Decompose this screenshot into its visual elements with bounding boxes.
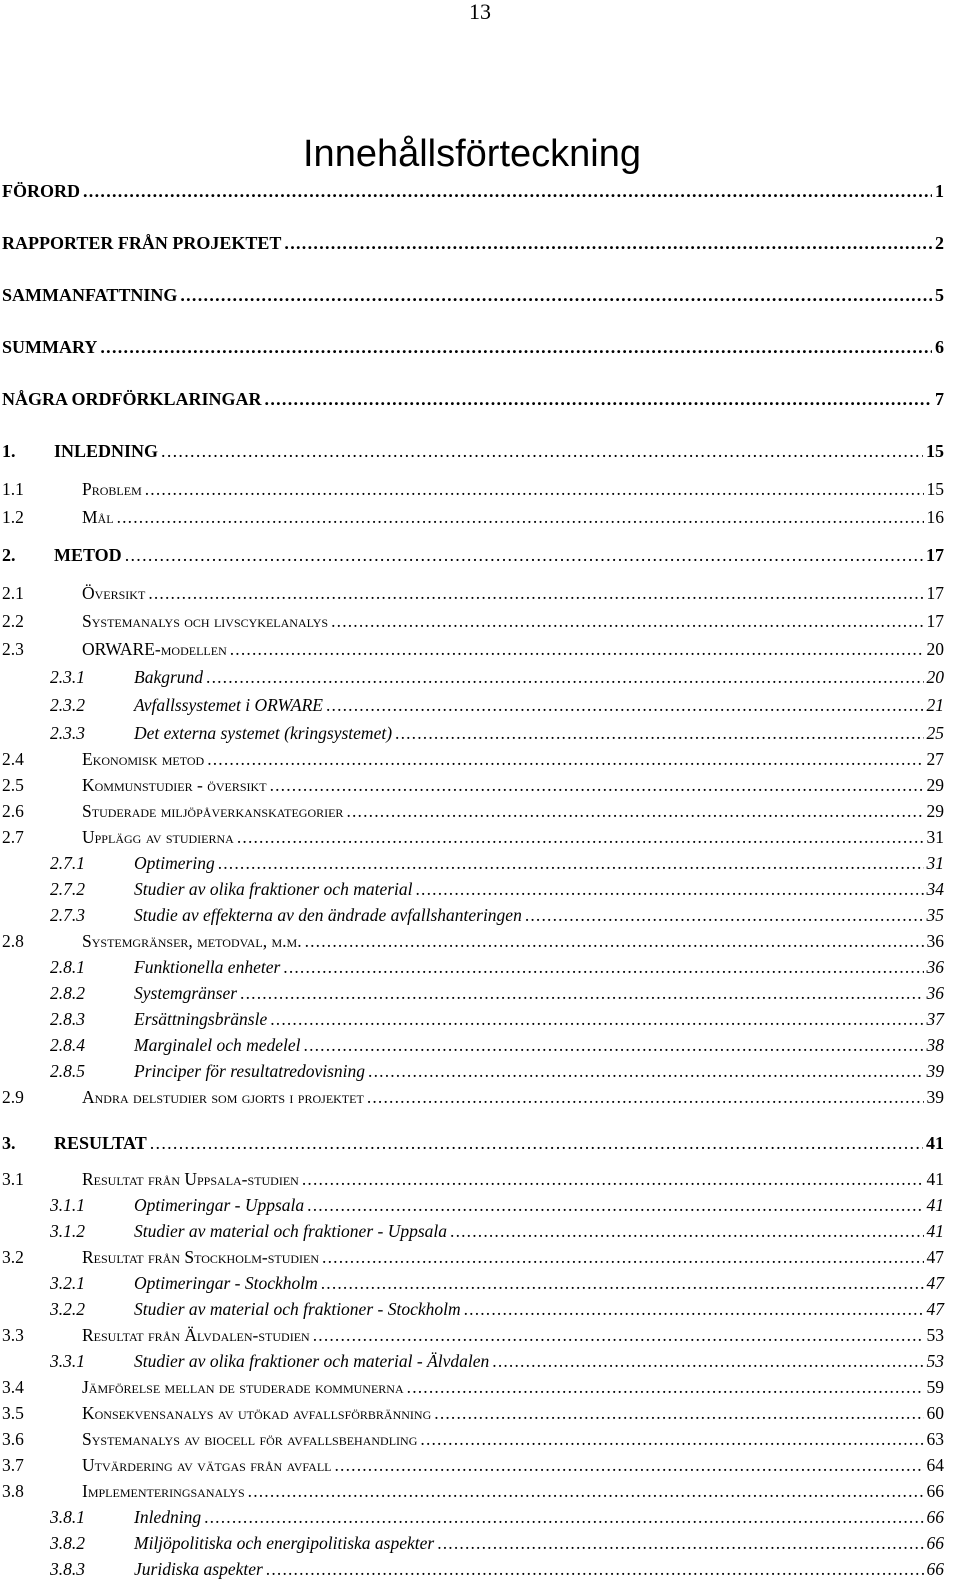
toc-entry[interactable]: [2, 636, 944, 660]
toc-entry-title: NÅGRA ORDFÖRKLARINGAR: [2, 389, 262, 409]
toc-entry[interactable]: [2, 476, 944, 500]
toc-entry-page: 41: [926, 1169, 944, 1189]
toc-entry-title: Miljöpolitiska och energipolitiska aspekter: [134, 1533, 435, 1553]
toc-dot-leader: [270, 1008, 923, 1030]
toc-entry-number: 2.4: [2, 749, 24, 769]
toc-dot-leader: [407, 1376, 924, 1398]
toc-entry-page: 53: [926, 1351, 944, 1371]
toc-entry-number: 2.8: [2, 931, 24, 951]
toc-entry-page: 34: [926, 879, 944, 899]
toc-entry-page: 66: [926, 1481, 944, 1501]
toc-dot-leader: [335, 1454, 924, 1476]
toc-dot-leader: [284, 232, 932, 254]
toc-entry-page: 7: [935, 389, 944, 409]
toc-entry-page: 20: [926, 639, 944, 659]
toc-dot-leader: [321, 1272, 924, 1294]
toc-entry-page: 36: [926, 983, 944, 1003]
toc-entry-title: Marginalel och medelel: [134, 1035, 301, 1055]
toc-entry-page: 60: [926, 1403, 944, 1423]
toc-dot-leader: [230, 638, 924, 660]
toc-entry-title: Studerade miljöpåverkanskategorier: [82, 801, 344, 821]
toc-entry[interactable]: [50, 1006, 944, 1030]
toc-entry[interactable]: [2, 1322, 944, 1346]
toc-entry-number: 2.6: [2, 801, 24, 821]
toc-entry-page: 1: [935, 181, 944, 201]
toc-entry[interactable]: [50, 1058, 944, 1082]
toc-entry-page: 16: [926, 507, 944, 527]
toc-entry-number: 2.8.4: [50, 1035, 85, 1055]
toc-entry[interactable]: [2, 1084, 944, 1108]
toc-entry[interactable]: [50, 980, 944, 1004]
toc-entry[interactable]: [50, 664, 944, 688]
toc-entry[interactable]: [50, 1296, 944, 1320]
toc-entry-title: Resultat från Stockholm-studien: [82, 1247, 320, 1267]
toc-entry-page: 66: [926, 1559, 944, 1579]
toc-entry-number: 2.1: [2, 583, 24, 603]
toc-dot-leader: [416, 878, 924, 900]
toc-entry-number: 3.: [2, 1133, 16, 1153]
toc-dot-leader: [464, 1298, 924, 1320]
toc-entry-number: 3.1.1: [50, 1195, 85, 1215]
toc-dot-leader: [395, 722, 923, 744]
toc-dot-leader: [270, 774, 924, 796]
toc-entry-title: Jämförelse mellan de studerade kommunerna: [82, 1377, 404, 1397]
toc-entry-title: Systemanalys och livscykelanalys: [82, 611, 329, 631]
toc-entry-title: Konsekvensanalys av utökad avfallsförbränning: [82, 1403, 432, 1423]
toc-entry-title: Ersättningsbränsle: [134, 1009, 268, 1029]
toc-entry-page: 41: [926, 1195, 944, 1215]
toc-dot-leader: [331, 610, 923, 632]
toc-entry[interactable]: [50, 1270, 944, 1294]
toc-entry-page: 6: [935, 337, 944, 357]
toc-entry-page: 37: [926, 1009, 944, 1029]
toc-dot-leader: [117, 506, 924, 528]
toc-dot-leader: [240, 982, 923, 1004]
toc-entry-title: Avfallssystemet i ORWARE: [134, 695, 323, 715]
toc-entry[interactable]: [2, 580, 944, 604]
toc-entry-number: 3.5: [2, 1403, 24, 1423]
toc-dot-leader: [450, 1220, 923, 1242]
page-title: Innehållsförteckning: [303, 133, 641, 175]
toc-entry-title: Optimeringar - Stockholm: [134, 1273, 318, 1293]
toc-entry-page: 29: [926, 775, 944, 795]
toc-entry-title: Kommunstudier - översikt: [82, 775, 267, 795]
toc-entry-number: 2.3.2: [50, 695, 85, 715]
toc-dot-leader: [161, 440, 923, 462]
toc-entry-title: Studie av effekterna av den ändrade avfallshanteringen: [134, 905, 522, 925]
toc-entry-title: RESULTAT: [54, 1133, 147, 1153]
toc-entry[interactable]: [2, 928, 944, 952]
toc-entry[interactable]: [2, 1400, 944, 1424]
toc-dot-leader: [307, 1194, 923, 1216]
toc-entry[interactable]: [2, 1244, 944, 1268]
toc-dot-leader: [100, 336, 932, 358]
toc-entry-page: 63: [926, 1429, 944, 1449]
toc-dot-leader: [420, 1428, 923, 1450]
toc-entry-number: 2.8.3: [50, 1009, 85, 1029]
toc-entry[interactable]: [50, 954, 944, 978]
toc-entry[interactable]: [2, 772, 944, 796]
toc-entry-title: Resultat från Älvdalen-studien: [82, 1325, 310, 1345]
toc-entry-number: 2.9: [2, 1087, 24, 1107]
toc-entry-title: Juridiska aspekter: [134, 1559, 263, 1579]
toc-entry[interactable]: [2, 542, 944, 566]
toc-entry-page: 66: [926, 1507, 944, 1527]
toc-entry[interactable]: [2, 608, 944, 632]
toc-entry-page: 36: [926, 957, 944, 977]
toc-entry-number: 3.8.3: [50, 1559, 85, 1579]
toc-entry-number: 2.7.3: [50, 905, 85, 925]
toc-entry-page: 21: [926, 695, 944, 715]
toc-entry-number: 2.3.3: [50, 723, 85, 743]
toc-dot-leader: [148, 582, 923, 604]
toc-entry-title: Systemgränser: [134, 983, 238, 1003]
toc-entry-number: 2.8.1: [50, 957, 85, 977]
toc-entry-page: 39: [926, 1087, 944, 1107]
toc-entry[interactable]: [50, 720, 944, 744]
toc-entry-title: METOD: [54, 545, 122, 565]
toc-entry-number: 3.6: [2, 1429, 24, 1449]
toc-dot-leader: [204, 1506, 923, 1528]
toc-dot-leader: [283, 956, 923, 978]
toc-entry-number: 3.1.2: [50, 1221, 85, 1241]
toc-entry-page: 59: [926, 1377, 944, 1397]
toc-entry[interactable]: [2, 1478, 944, 1502]
toc-entry-page: 47: [926, 1273, 944, 1293]
toc-entry-page: 20: [926, 667, 944, 687]
toc-entry[interactable]: [50, 850, 944, 874]
toc-dot-leader: [434, 1402, 923, 1424]
toc-entry-page: 47: [926, 1247, 944, 1267]
toc-entry-title: RAPPORTER FRÅN PROJEKTET: [2, 233, 282, 253]
toc-entry-title: Studier av olika fraktioner och material: [134, 879, 413, 899]
toc-entry-number: 3.8: [2, 1481, 24, 1501]
toc-entry[interactable]: [2, 504, 944, 528]
toc-entry[interactable]: [2, 178, 944, 202]
toc-dot-leader: [150, 1132, 923, 1154]
toc-entry-page: 38: [926, 1035, 944, 1055]
toc-entry-page: 5: [935, 285, 944, 305]
toc-entry-title: Optimering: [134, 853, 215, 873]
toc-dot-leader: [525, 904, 924, 926]
toc-entry-title: SAMMANFATTNING: [2, 285, 178, 305]
toc-dot-leader: [437, 1532, 923, 1554]
toc-entry-number: 1.: [2, 441, 16, 461]
toc-dot-leader: [302, 1168, 924, 1190]
toc-entry[interactable]: [50, 1556, 944, 1580]
toc-entry[interactable]: [2, 746, 944, 770]
toc-entry-page: 41: [926, 1221, 944, 1241]
toc-entry[interactable]: [2, 798, 944, 822]
toc-entry[interactable]: [50, 1032, 944, 1056]
toc-entry-title: Mål: [82, 507, 114, 527]
toc-entry-number: 2.2: [2, 611, 24, 631]
toc-entry-title: Översikt: [82, 583, 146, 603]
toc-entry-number: 2.3: [2, 639, 24, 659]
toc-entry[interactable]: [50, 1530, 944, 1554]
toc-entry[interactable]: [2, 230, 944, 254]
toc-entry-title: Bakgrund: [134, 667, 204, 687]
toc-entry-page: 39: [926, 1061, 944, 1081]
toc-entry-title: INLEDNING: [54, 441, 159, 461]
toc-entry-title: Det externa systemet (kringsystemet): [134, 723, 393, 743]
toc-entry-number: 3.8.2: [50, 1533, 85, 1553]
toc-entry-title: Andra delstudier som gjorts i projektet: [82, 1087, 364, 1107]
toc-entry[interactable]: [2, 282, 944, 306]
toc-dot-leader: [367, 1086, 924, 1108]
toc-entry[interactable]: [50, 692, 944, 716]
toc-entry-page: 17: [926, 545, 944, 565]
toc-dot-leader: [313, 1324, 924, 1346]
toc-entry-number: 2.3.1: [50, 667, 85, 687]
toc-entry[interactable]: [2, 1130, 944, 1154]
toc-entry-page: 15: [926, 479, 944, 499]
toc-dot-leader: [265, 388, 932, 410]
toc-entry[interactable]: [50, 902, 944, 926]
toc-entry-number: 3.3: [2, 1325, 24, 1345]
toc-entry-title: Resultat från Uppsala-studien: [82, 1169, 299, 1189]
toc-entry-page: 31: [926, 853, 944, 873]
toc-entry-page: 31: [926, 827, 944, 847]
toc-entry[interactable]: [2, 438, 944, 462]
toc-dot-leader: [206, 666, 923, 688]
toc-entry[interactable]: [2, 824, 944, 848]
toc-entry-number: 3.2: [2, 1247, 24, 1267]
toc-entry-page: 35: [926, 905, 944, 925]
toc-entry-title: Studier av material och fraktioner - Stockholm: [134, 1299, 461, 1319]
toc-entry-title: Systemgränser, metodval, m.m.: [82, 931, 302, 951]
toc-entry-title: Implementeringsanalys: [82, 1481, 245, 1501]
toc-entry-page: 27: [926, 749, 944, 769]
toc-dot-leader: [326, 694, 924, 716]
toc-entry-title: Studier av olika fraktioner och material - Älvdalen: [134, 1351, 490, 1371]
toc-dot-leader: [322, 1246, 923, 1268]
toc-entry[interactable]: [50, 876, 944, 900]
toc-entry-page: 53: [926, 1325, 944, 1345]
toc-entry[interactable]: [2, 334, 944, 358]
toc-entry-number: 3.8.1: [50, 1507, 85, 1527]
toc-entry-title: Funktionella enheter: [134, 957, 281, 977]
toc-dot-leader: [83, 180, 932, 202]
toc-entry-title: Problem: [82, 479, 142, 499]
toc-dot-leader: [207, 748, 923, 770]
toc-dot-leader: [368, 1060, 923, 1082]
toc-entry-number: 3.1: [2, 1169, 24, 1189]
toc-entry-number: 3.4: [2, 1377, 24, 1397]
toc-dot-leader: [125, 544, 923, 566]
toc-entry-page: 17: [926, 611, 944, 631]
toc-dot-leader: [266, 1558, 924, 1580]
toc-entry[interactable]: [50, 1192, 944, 1216]
toc-entry-number: 3.2.2: [50, 1299, 85, 1319]
toc-entry-page: 41: [926, 1133, 944, 1153]
toc-entry-page: 47: [926, 1299, 944, 1319]
toc-entry-number: 3.2.1: [50, 1273, 85, 1293]
toc-entry-page: 2: [935, 233, 944, 253]
toc-dot-leader: [218, 852, 924, 874]
toc-entry-number: 3.7: [2, 1455, 24, 1475]
toc-entry-number: 2.7: [2, 827, 24, 847]
toc-entry-page: 29: [926, 801, 944, 821]
toc-entry-title: ORWARE-modellen: [82, 639, 227, 659]
toc-dot-leader: [180, 284, 932, 306]
toc-dot-leader: [305, 930, 924, 952]
toc-entry[interactable]: [50, 1348, 944, 1372]
toc-entry-page: 25: [926, 723, 944, 743]
toc-entry-page: 15: [926, 441, 944, 461]
toc-entry[interactable]: [2, 1166, 944, 1190]
toc-entry-number: 2.8.5: [50, 1061, 85, 1081]
toc-entry-number: 2.7.1: [50, 853, 85, 873]
toc-entry-number: 2.8.2: [50, 983, 85, 1003]
toc-entry[interactable]: [2, 1374, 944, 1398]
toc-entry-number: 1.2: [2, 507, 24, 527]
toc-entry-title: FÖRORD: [2, 181, 80, 201]
toc-entry[interactable]: [2, 1452, 944, 1476]
toc-entry-number: 2.: [2, 545, 16, 565]
toc-entry-title: Systemanalys av biocell för avfallsbehandling: [82, 1429, 418, 1449]
toc-entry-page: 36: [926, 931, 944, 951]
toc-entry-title: Ekonomisk metod: [82, 749, 205, 769]
toc-entry-number: 3.3.1: [50, 1351, 85, 1371]
toc-entry-title: SUMMARY: [2, 337, 98, 357]
toc-entry-title: Optimeringar - Uppsala: [134, 1195, 305, 1215]
toc-entry[interactable]: [2, 386, 944, 410]
toc-entry[interactable]: [50, 1218, 944, 1242]
toc-entry-title: Utvärdering av vätgas från avfall: [82, 1455, 332, 1475]
toc-entry-page: 66: [926, 1533, 944, 1553]
toc-entry-page: 17: [926, 583, 944, 603]
toc-dot-leader: [304, 1034, 924, 1056]
toc-entry[interactable]: [50, 1504, 944, 1528]
toc-entry-number: 2.5: [2, 775, 24, 795]
toc-entry-title: Studier av material och fraktioner - Uppsala: [134, 1221, 448, 1241]
toc-dot-leader: [248, 1480, 924, 1502]
toc-dot-leader: [346, 800, 923, 822]
toc-entry-title: Principer för resultatredovisning: [134, 1061, 366, 1081]
toc-entry[interactable]: [2, 1426, 944, 1450]
page-number: 13: [469, 0, 491, 24]
toc-dot-leader: [145, 478, 924, 500]
toc-entry-number: 2.7.2: [50, 879, 85, 899]
toc-entry-number: 1.1: [2, 479, 24, 499]
toc-dot-leader: [492, 1350, 923, 1372]
toc-entry-title: Upplägg av studierna: [82, 827, 234, 847]
toc-entry-title: Inledning: [134, 1507, 202, 1527]
toc-entry-page: 64: [926, 1455, 944, 1475]
toc-dot-leader: [237, 826, 924, 848]
